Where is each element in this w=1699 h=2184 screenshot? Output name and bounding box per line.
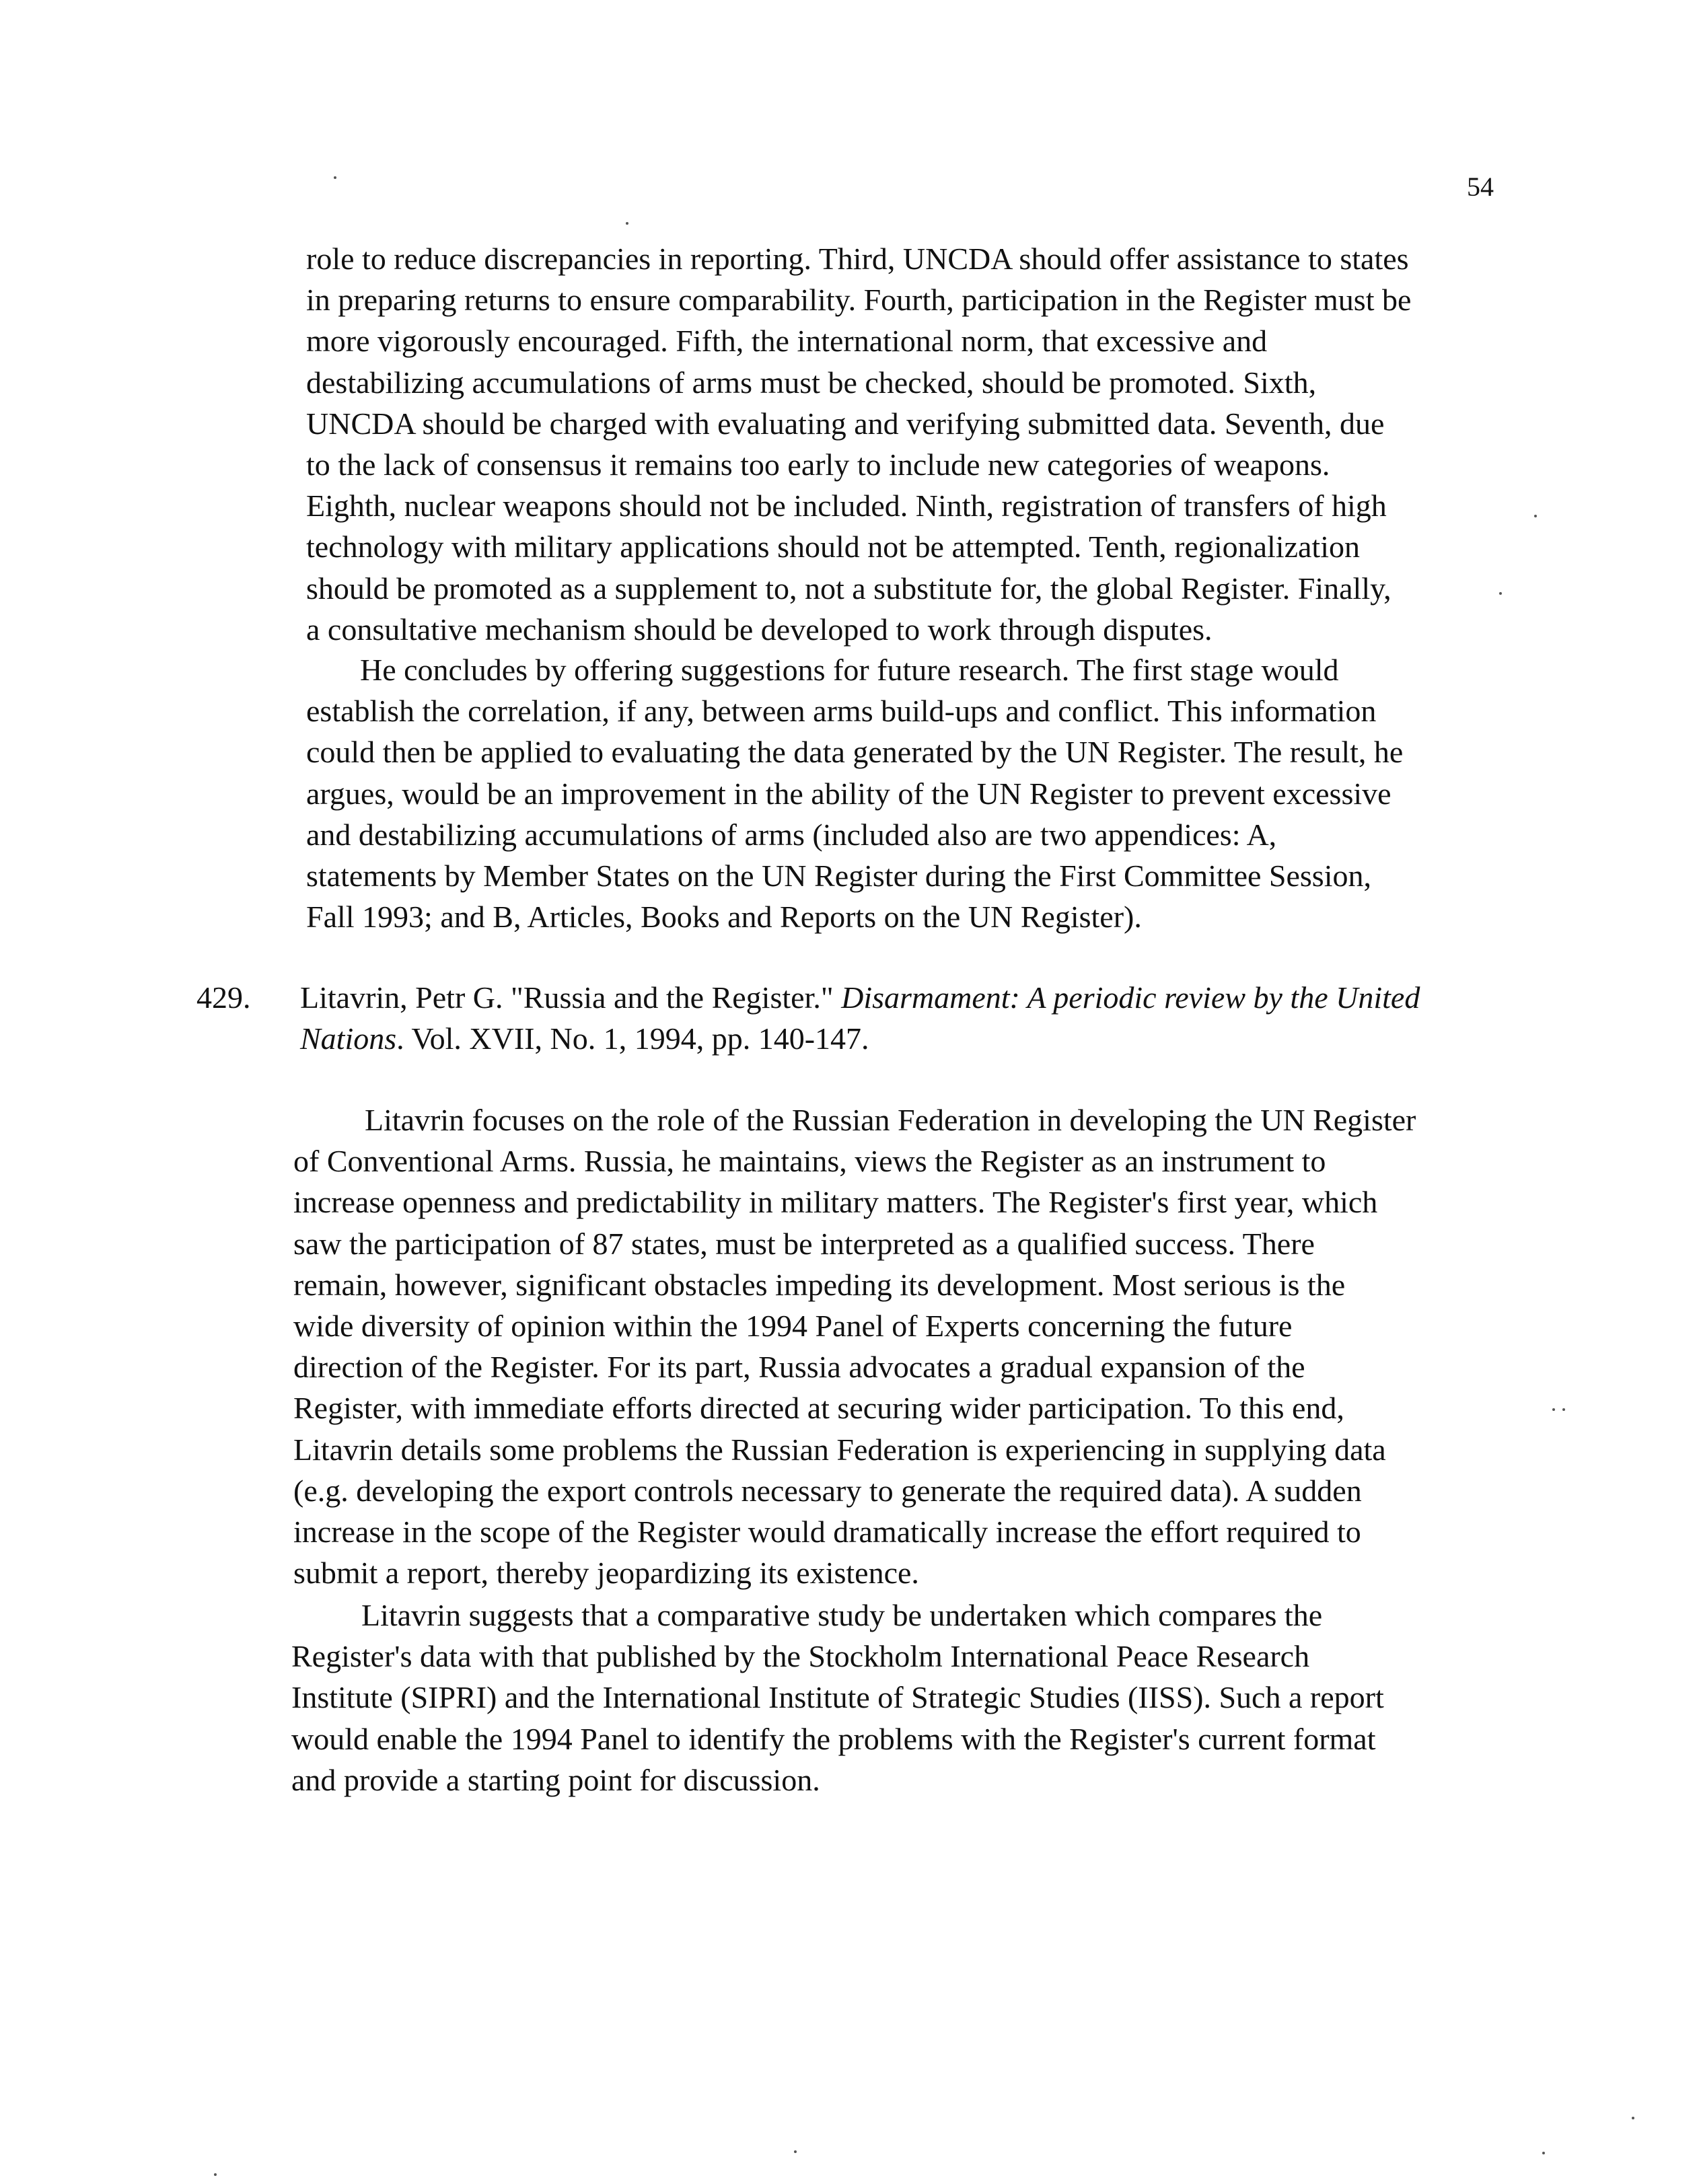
text-line: and destabilizing accumulations of arms (included also are two appendices: A, bbox=[306, 817, 1277, 852]
text-line: a consultative mechanism should be developed to work through disputes. bbox=[306, 612, 1213, 647]
text-line: Institute (SIPRI) and the International Institute of Strategic Studies (IISS). Such a report bbox=[291, 1680, 1384, 1715]
entry-line-2 bbox=[196, 1018, 1420, 1059]
scan-speck bbox=[626, 222, 628, 225]
text-line: submit a report, thereby jeopardizing its existence. bbox=[293, 1556, 919, 1591]
text-line: technology with military applications should not be attempted. Tenth, regionalization bbox=[306, 530, 1360, 565]
scan-speck bbox=[794, 2150, 797, 2153]
text-line: wide diversity of opinion within the 1994 Panel of Experts concerning the future bbox=[293, 1308, 1293, 1343]
text-line: Litavrin focuses on the role of the Russian Federation in developing the UN Register bbox=[365, 1103, 1416, 1137]
scan-speck bbox=[1542, 2152, 1545, 2154]
text-line: Fall 1993; and B, Articles, Books and Reports on the UN Register). bbox=[306, 900, 1142, 935]
scan-speck bbox=[1632, 2117, 1634, 2119]
text-line: He concludes by offering suggestions for future research. The first stage would bbox=[360, 653, 1339, 687]
text-line: should be promoted as a supplement to, not a substitute for, the global Register. Finally, bbox=[306, 571, 1391, 606]
text-line: (e.g. developing the export controls necessary to generate the required data). A sudden bbox=[293, 1473, 1362, 1508]
text-line: argues, would be an improvement in the ability of the UN Register to prevent excessive bbox=[306, 776, 1391, 811]
scan-speck bbox=[1552, 1408, 1555, 1411]
text-line: statements by Member States on the UN Register during the First Committee Session, bbox=[306, 858, 1371, 893]
text-line: and provide a starting point for discussion. bbox=[291, 1762, 820, 1797]
paragraph-1 bbox=[306, 238, 1411, 650]
scan-speck bbox=[1534, 515, 1537, 517]
entry-journal-title-cont: Nations bbox=[300, 1021, 397, 1056]
paragraph-2 bbox=[306, 649, 1403, 937]
text-line: increase in the scope of the Register would dramatically increase the effort required to bbox=[293, 1514, 1361, 1549]
text-line: Register, with immediate efforts directed at securing wider participation. To this end, bbox=[293, 1391, 1344, 1426]
text-line: establish the correlation, if any, between arms build-ups and conflict. This information bbox=[306, 694, 1377, 729]
text-line: role to reduce discrepancies in reporting. Third, UNCDA should offer assistance to states bbox=[306, 242, 1409, 276]
text-line: of Conventional Arms. Russia, he maintains, views the Register as an instrument to bbox=[293, 1144, 1326, 1179]
text-line: would enable the 1994 Panel to identify the problems with the Register's current format bbox=[291, 1721, 1376, 1756]
scan-speck bbox=[1499, 592, 1502, 595]
text-line: Litavrin suggests that a comparative study be undertaken which compares the bbox=[361, 1598, 1323, 1632]
paragraph-3 bbox=[293, 1099, 1416, 1593]
text-line: could then be applied to evaluating the data generated by the UN Register. The result, he bbox=[306, 735, 1404, 770]
text-line: Register's data with that published by the Stockholm International Peace Research bbox=[291, 1639, 1310, 1674]
scan-speck bbox=[1562, 1408, 1565, 1411]
entry-journal-title: Disarmament: A periodic review by the United bbox=[841, 980, 1420, 1015]
scan-speck bbox=[334, 176, 336, 179]
page-number: 54 bbox=[1467, 172, 1494, 202]
entry-citation-end: . Vol. XVII, No. 1, 1994, pp. 140-147. bbox=[396, 1021, 869, 1056]
text-line: remain, however, significant obstacles impeding its development. Most serious is the bbox=[293, 1267, 1346, 1302]
entry-number: 429. bbox=[196, 980, 251, 1015]
text-line: UNCDA should be charged with evaluating and verifying submitted data. Seventh, due bbox=[306, 406, 1385, 441]
text-line: increase openness and predictability in military matters. The Register's first year, which bbox=[293, 1185, 1378, 1220]
text-line: in preparing returns to ensure comparability. Fourth, participation in the Register must be bbox=[306, 283, 1412, 318]
scan-speck bbox=[214, 2173, 217, 2176]
text-line: direction of the Register. For its part, Russia advocates a gradual expansion of the bbox=[293, 1350, 1305, 1385]
text-line: Litavrin details some problems the Russian Federation is experiencing in supplying data bbox=[293, 1432, 1386, 1467]
entry-citation-start: Litavrin, Petr G. "Russia and the Register." bbox=[300, 980, 842, 1015]
text-line: saw the participation of 87 states, must be interpreted as a qualified success. There bbox=[293, 1226, 1315, 1261]
text-line: Eighth, nuclear weapons should not be included. Ninth, registration of transfers of high bbox=[306, 488, 1387, 523]
text-line: more vigorously encouraged. Fifth, the international norm, that excessive and bbox=[306, 324, 1268, 359]
bibliography-entry-429 bbox=[196, 977, 1420, 1059]
text-line: destabilizing accumulations of arms must be checked, should be promoted. Sixth, bbox=[306, 365, 1317, 400]
text-line: to the lack of consensus it remains too early to include new categories of weapons. bbox=[306, 447, 1330, 482]
entry-line-1 bbox=[196, 977, 1420, 1018]
paragraph-4 bbox=[291, 1595, 1384, 1800]
